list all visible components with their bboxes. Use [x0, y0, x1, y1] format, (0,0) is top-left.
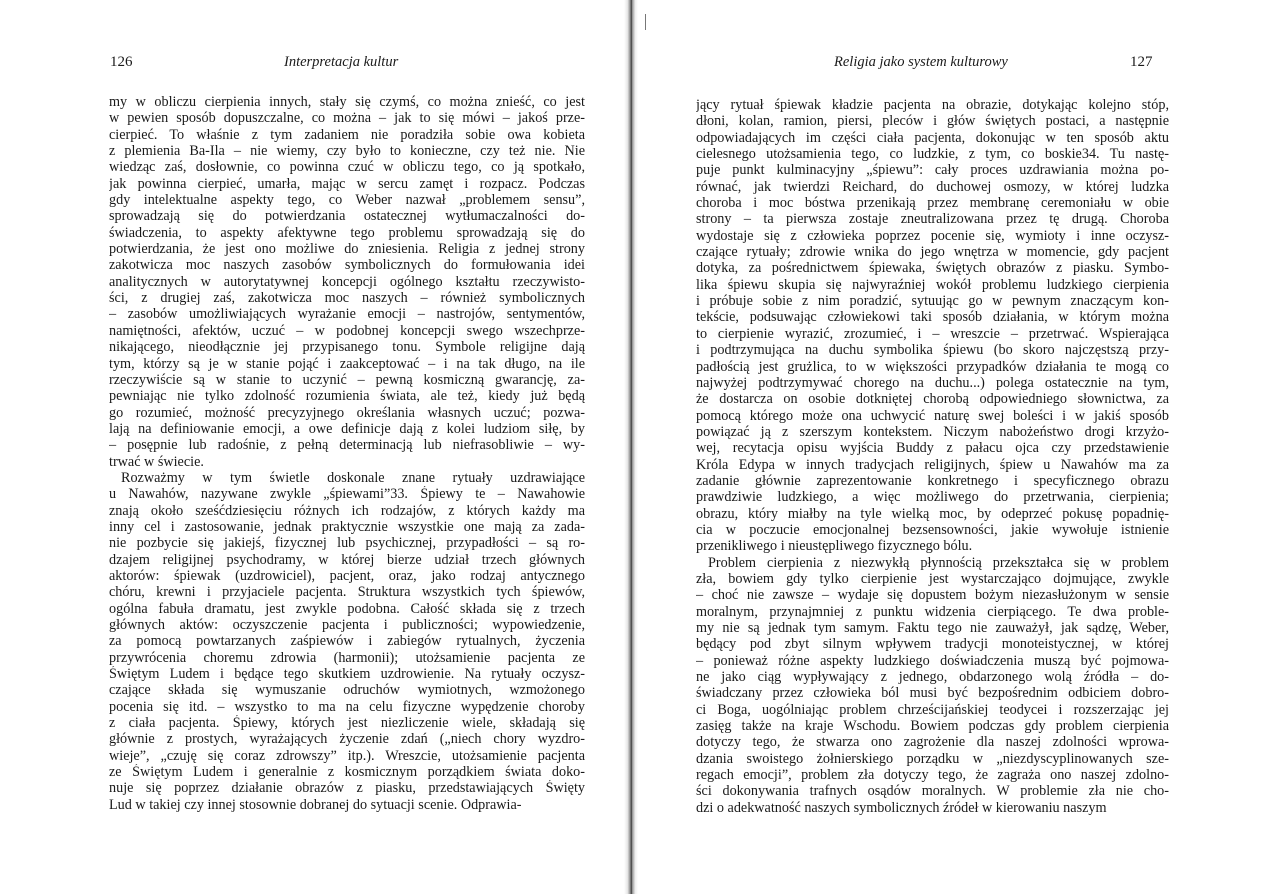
text-line: z ciała pacjenta. Śpiewy, których jest niezliczenie wiele, składają się — [109, 715, 585, 732]
text-line: i próbuje sobie z nim poradzić, sytuując go w pewnym znaczącym kon- — [696, 293, 1169, 310]
text-line: ogólna fabuła dramatu, jest zwykle podobna. Całość składa się z trzech — [109, 600, 585, 617]
text-line: tekście, podsuwając człowiekowi taki sposób działania, w którym można — [696, 309, 1169, 326]
text-line: strony – ta pierwsza zostaje zneutralizowana przez tę drugą. Choroba — [696, 211, 1169, 228]
text-line: moralnym, przynajmniej z punktu widzenia cierpiącego. Te dwa proble- — [696, 603, 1169, 620]
text-line: inny cel i zastosowanie, jednak praktycznie wszystkie one mają za zada- — [109, 518, 585, 535]
text-line: – choć nie zawsze – wydaje się dopustem bożym niezasłużonym w sensie — [696, 587, 1169, 604]
text-line: pomocą którego może ona uchwycić naturę swej boleści i w jakiś sposób — [696, 407, 1169, 424]
text-line: głównie z prostych, wyrażających życzenie zdań („niech chory wyzdro- — [109, 731, 585, 748]
text-line: regach emocji”, problem zła dotyczy tego, że zagraża ono naszej zdolno- — [696, 767, 1169, 784]
text-line: chóru, krewni i przyjaciele pacjenta. Struktura wszystkich tych śpiewów, — [109, 584, 585, 601]
running-title: Religia jako system kulturowy — [834, 54, 1008, 70]
text-line: ze Świętym Ludem i generalnie z kosmicznym porządkiem świata doko- — [109, 764, 585, 781]
text-line: powiązać ją z szerszym kontekstem. Niczym nabożeństwo drogi krzyżo- — [696, 423, 1169, 440]
text-line: Świętym Ludem i będące tego skutkiem uzdrowienie. Na rytuały oczysz- — [109, 666, 585, 683]
text-line: przenikliwego i nieustępliwego fizycznego bólu. — [696, 538, 973, 555]
text-line: nikającego, nieodłącznie jej przypisanego tonu. Symbole religijne dają — [109, 339, 585, 356]
body-text — [696, 97, 1169, 816]
text-line: choroba i moc bóstwa przenikają przez membranę ceremoniału w obie — [696, 195, 1169, 212]
text-line: jący rytuał śpiewak kładzie pacjenta na obrazie, dotykając kolejno stóp, — [696, 97, 1169, 113]
text-line: – zasobów umożliwiających wyrażanie emocji – nastrojów, sentymentów, — [109, 306, 585, 323]
text-line: nuje się poprzez działanie obrazów z piasku, przedstawiających Święty — [109, 780, 585, 797]
text-line: puje punkt kulminacyjny „śpiewu”: cały proces uzdrawiania można po- — [696, 162, 1169, 179]
right-page — [638, 0, 1262, 894]
text-line: najwyżej podtrzymywać chorego na duchu...) polega ostatecznie na tym, — [696, 374, 1169, 391]
text-line: głównych aktów: oczyszczenie pacjenta i publiczności; wypowiedzenie, — [109, 617, 585, 633]
text-line: odpowiadających im części ciała pacjenta, dokonując w ten sposób aktu — [696, 129, 1169, 146]
text-line: zasięg także na kraje Wschodu. Bowiem podczas gdy problem cierpienia — [696, 718, 1169, 735]
page-number: 126 — [110, 54, 133, 70]
page-number: 127 — [1130, 54, 1153, 70]
text-line: analitycznych w autorytatywnej koncepcji ogólnego kształtu rzeczywisto- — [109, 273, 585, 290]
text-line: lają na definiowanie emocji, a owe definicje dają z kolei ludziom siłę, by — [109, 420, 585, 437]
text-line: Rozważmy w tym świetle doskonale znane rytuały uzdrawiające — [121, 469, 585, 486]
text-line: my w obliczu cierpienia innych, stały się czymś, co można znieść, co jest — [109, 94, 585, 110]
text-line: wieje”, „czuję się coraz zdrowszy” itp.). Wreszcie, utożsamienie pacjenta — [109, 747, 585, 764]
text-line: obrazu, który miałby na tyle wielką moc, by odeprzeć pokusę popadnię- — [696, 505, 1169, 522]
text-line: nie pozbycie się jakiejś, fizycznej lub psychicznej, przypadłości – są ro- — [109, 535, 585, 552]
text-line: gdy intelektualne aspekty tego, co Weber nazwał „problemem sensu”, — [109, 192, 585, 209]
text-line: padłością jest grużlica, to w większości przypadków działania te mogą co — [696, 358, 1169, 375]
text-line: i podtrzymująca na duchu symbolika śpiewu (bo skoro najczęstszą przy- — [696, 342, 1169, 359]
book-gutter — [624, 0, 638, 894]
text-line: namiętności, afektów, uczuć – w podobnej koncepcji swego wszechprze- — [109, 322, 585, 339]
text-line: cia w poczucie emocjonalnej bezsensowności, jakie wywołuje istnienie — [696, 521, 1169, 538]
text-line: aktorów: śpiewak (uzdrowiciel), pacjent, oraz, jako rodzaj antycznego — [109, 567, 585, 584]
text-line: sprowadzają się do potwierdzania ostatecznej wytłumaczalności do- — [109, 208, 585, 225]
text-line: zadanie głównie zaprezentowanie konkretnego i specyficznego obrazu — [696, 472, 1169, 489]
text-line: czające rytuały; zdrowie wnika do jego wnętrza w momencie, gdy pacjent — [696, 244, 1169, 261]
text-line: go rozumieć, możność precyzyjnego określania własnych uczuć; pozwa- — [109, 404, 585, 421]
text-line: w pewien sposób dopuszczalne, co można – jak to się mówi – jakoś prze- — [109, 110, 585, 127]
text-line: znają około sześćdziesięciu różnych ich rodzajów, z których każdy ma — [109, 502, 585, 519]
text-line: pewniając nie tylko zdolność rozumienia świata, ale też, kiedy już będą — [109, 388, 585, 405]
text-line: świadczenia, to aspekty afektywne tego problemu sprowadzają się do — [109, 224, 585, 241]
text-line: dzajem religijnej psychodramy, w której bierze udział trzech głównych — [109, 551, 585, 568]
text-line: – ponieważ różne aspekty ludzkiego doświadczenia muszą być pojmowa- — [696, 652, 1169, 669]
text-line: zakotwicza moc naszych zasobów symbolicznych do formułowania idei — [109, 257, 585, 274]
text-line: – posępnie lub radośnie, z pełną determinacją lub niefrasobliwie – wy- — [109, 437, 585, 454]
text-line: za pomocą powtarzanych zaśpiewów i zabiegów rytualnych, życzenia — [109, 633, 585, 650]
text-line: pocenia się itd. – wszystko to ma na celu fizyczne wypędzenie choroby — [109, 698, 585, 715]
text-line: rzeczywiście są w stanie to uczynić – pewną kosmiczną gwarancję, za- — [109, 371, 585, 388]
text-line: świadczany przez człowieka ból musi być bezpośrednim odbiciem dobro- — [696, 685, 1169, 702]
text-line: wej, recytacja opisu wyjścia Buddy z pałacu ojca czy przedstawienie — [696, 440, 1169, 457]
text-line: u Nawahów, nazywane zwykle „śpiewami”33. Śpiewy te – Nawahowie — [109, 486, 585, 503]
text-line: dotyczy tego, że stwarza ono zagrożenie dla naszej zdolności wprowa- — [696, 734, 1169, 751]
text-line: zła, bowiem gdy tylko cierpienie jest wystarczająco dojmujące, zwykle — [696, 570, 1169, 587]
text-line: będący pod zbyt silnym wpływem tradycji monoteistycznej, w której — [696, 636, 1169, 653]
text-line: jak powinna cierpieć, umarła, mając w sercu zamęt i rozpacz. Podczas — [109, 175, 585, 192]
running-title: Interpretacja kultur — [284, 54, 399, 70]
text-line: wiedząc zaś, dosłownie, co powinna czuć w obliczu tego, co ją spotkało, — [109, 159, 585, 176]
text-line: cierpieć. To właśnie z tym zadaniem nie poradziła sobie owa kobieta — [109, 126, 585, 143]
text-line: cielesnego utożsamienia tego, co ludzkie, z tym, co boskie34. Tu nastę- — [696, 146, 1169, 163]
text-line: dzi o adekwatność naszych symbolicznych źródeł w kierowaniu naszym — [696, 799, 1107, 816]
text-line: ci Boga, uogólniając problem chrześcijańskiej teodycei i rozszerzając jej — [696, 701, 1169, 718]
text-line: wydostaje się z człowieka poprzez pocenie się, wymioty i inne oczysz- — [696, 227, 1169, 244]
text-line: Króla Edypa w innych tradycjach religijnych, śpiew u Nawahów ma za — [696, 456, 1169, 473]
text-line: że dostarcza on osobie dotkniętej chorobą odpowiedniego słownictwa, za — [696, 391, 1169, 408]
text-line: przywrócenia choremu zdrowia (harmonii); utożsamienie pacjenta ze — [109, 649, 585, 666]
text-line: prawdziwie ludzkiego, a więc możliwego do przetrwania, cierpienia; — [696, 489, 1169, 506]
text-line: dzania swoistego żołnierskiego porządku w „niezdyscyplinowanych sze- — [696, 750, 1169, 767]
text-line: równać, jak twierdzi Reichard, do duchowej osmozy, w której ludzka — [696, 178, 1169, 195]
left-page — [0, 0, 624, 894]
text-line: potwierdzania, że jest ono możliwe do zniesienia. Religia z jednej strony — [109, 241, 585, 258]
text-line: Problem cierpienia z niezwykłą płynnością przekształca się w problem — [708, 554, 1169, 571]
text-line: lika śpiewu skupia się najwyraźniej wokół problemu ludzkiego cierpienia — [696, 276, 1169, 293]
text-line: ści, z drugiej zaś, zakotwicza moc naszych – również symbolicznych — [109, 290, 585, 307]
text-line: my nie są jednak tym samym. Faktu tego nie zauważył, jak sądzę, Weber, — [696, 620, 1169, 636]
text-line: Lud w takiej czy innej stosownie dobranej do sytuacji scenie. Odprawia- — [109, 796, 522, 813]
text-line: dotyka, za pośrednictwem śpiewaka, świętych obrazów z piasku. Symbo- — [696, 260, 1169, 277]
text-line: czające składa się wymuszanie odruchów wymiotnych, wzmożonego — [109, 682, 585, 699]
text-line: z plemienia Ba-Ila – nie wiemy, czy było to konieczne, czy też nie. Nie — [109, 143, 585, 160]
text-line: ści dokonywania trafnych osądów moralnych. W problemie zła nie cho- — [696, 783, 1169, 800]
text-line: tym, którzy są je w stanie pojąć i zaakceptować – i na tak długo, na ile — [109, 355, 585, 372]
text-line: ne jako ciąg wypływający z jednego, obdarzonego wolą źródła – do- — [696, 669, 1169, 686]
text-line: dłoni, kolan, ramion, piersi, pleców i głów świętych postaci, a następnie — [696, 113, 1169, 130]
text-line: to cierpienie wyrazić, zrozumieć, i – wreszcie – przetrwać. Wspierająca — [696, 325, 1169, 342]
text-line: trwać w świecie. — [109, 453, 204, 470]
body-text — [109, 94, 585, 813]
